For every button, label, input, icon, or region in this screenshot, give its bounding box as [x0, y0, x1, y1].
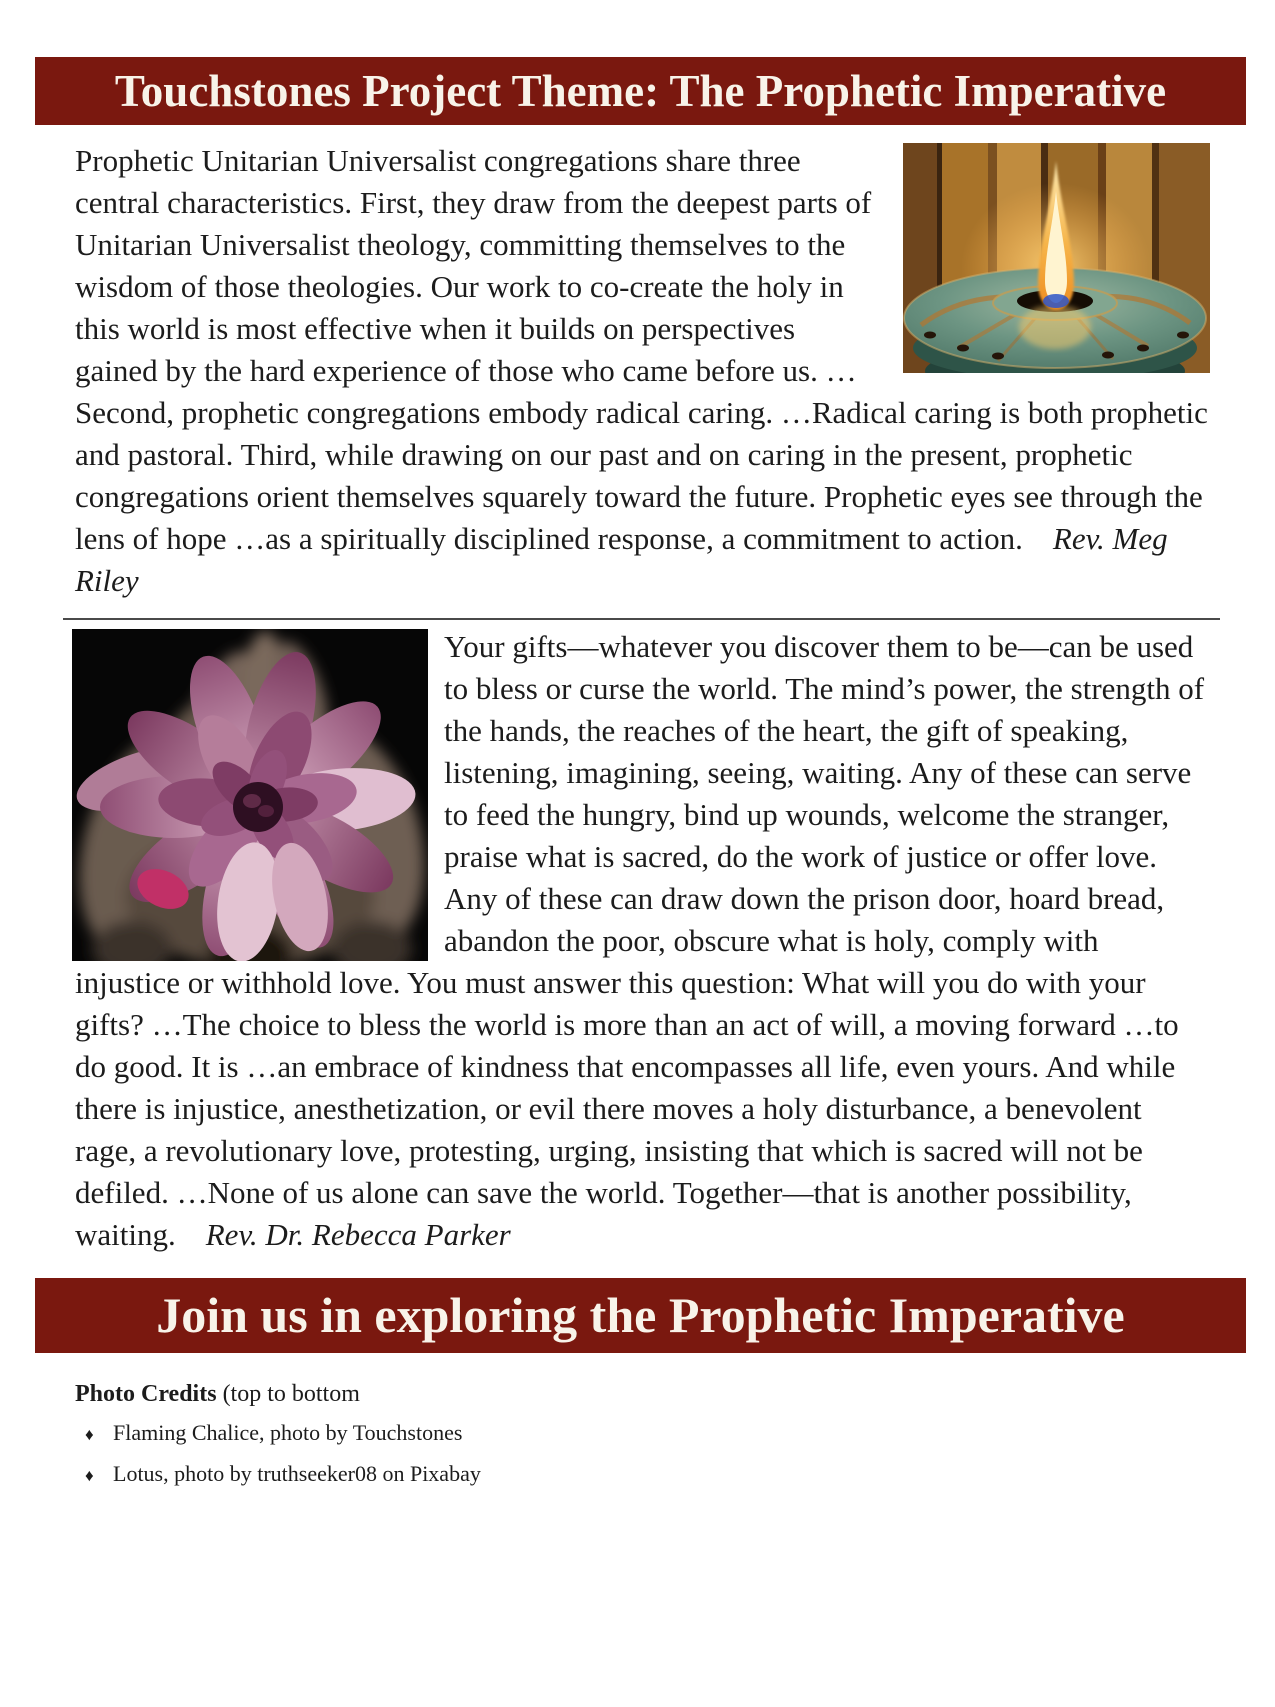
photo-credits-heading [75, 1379, 1275, 1409]
bottom-banner-title: Join us in exploring the Prophetic Imperative [35, 1278, 1246, 1353]
credit-item-lotus [75, 1459, 1275, 1491]
lotus-hands-photo [72, 629, 428, 961]
photo-credits [75, 1379, 1275, 1491]
section-divider [63, 618, 1220, 620]
credit-item-chalice [75, 1418, 1275, 1450]
credit-text-lotus: Lotus, photo by truthseeker08 on Pixabay [113, 1461, 481, 1486]
attribution-rebecca-parker: Rev. Dr. Rebecca Parker [205, 1217, 511, 1252]
photo-credits-note: (top to bottom [216, 1381, 360, 1407]
section-bless-the-world [75, 626, 1210, 1256]
diamond-bullet-icon: ♦ [85, 1425, 94, 1444]
quote-rebecca-parker: Your gifts—whatever you discover them to be—can be used to bless or curse the world. The mind’s power, the strength of the hands, the reaches of the heart, the gift of speaking, listening, imagining, seeing, waiting. Any of these can serve to feed the hungry, bind up wounds, welcome the stranger, praise what is sacred, do the work of justice or offer love. Any of these can draw down the prison door, hoard bread, abandon the poor, obscure what is holy, comply with injustice or withhold love. You must answer this question: What will you do with your gifts? …The choice to bless the world is more than an act of will, a moving forward …to do good. It is …an embrace of kindness that encompasses all life, even yours. And while there is injustice, anesthetization, or evil there moves a holy disturbance, a benevolent rage, a revolutionary love, protesting, urging, insisting that which is sacred will not be defiled. …None of us alone can save the world. Together—that is another possibility, waiting. [75, 629, 1205, 1252]
top-banner-title: Touchstones Project Theme: The Prophetic Imperative [35, 57, 1246, 125]
diamond-bullet-icon: ♦ [85, 1466, 94, 1485]
attribution-meg-riley: Rev. Meg Riley [75, 521, 1168, 598]
photo-credits-label: Photo Credits [75, 1381, 217, 1407]
flaming-chalice-photo [903, 143, 1210, 373]
section-prophetic-congregations [75, 140, 1210, 602]
quote-meg-riley: Prophetic Unitarian Universalist congregations share three central characteristics. First, they draw from the deepest parts of Unitarian Universalist theology, committing themselves to the wisdom of those theologies. Our work to co-create the holy in this world is most effective when it builds on perspectives gained by the hard experience of those who came before us. … Second, prophetic congregations embody radical caring. …Radical caring is both prophetic and pastoral. Third, while drawing on our past and on caring in the present, prophetic congregations orient themselves squarely toward the future. Prophetic eyes see through the lens of hope …as a spiritually disciplined response, a commitment to action. [75, 143, 1208, 556]
credit-text-chalice: Flaming Chalice, photo by Touchstones [113, 1420, 463, 1445]
